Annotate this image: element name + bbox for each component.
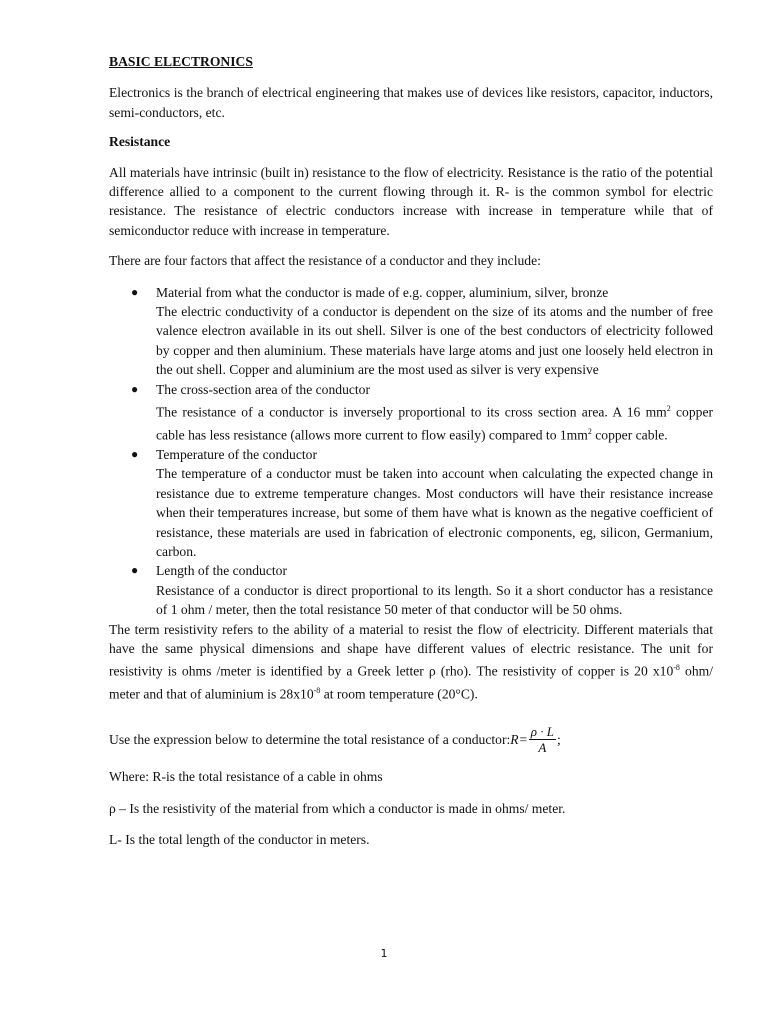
document-page bbox=[109, 52, 713, 850]
page-number: 1 bbox=[380, 947, 388, 960]
factor-title: Length of the conductor bbox=[156, 563, 287, 579]
resistivity-paragraph: The term resistivity refers to the ability of a material to resist the flow of electricity. Different materials that have the same physical dimensions and shape have different values of electric resistance. The unit for resistivity is ohms /meter is identified by a Greek letter ρ (rho). The resistivity of copper is 20 $x10^{-8}$ ohm/ meter and that of aluminium is $28x10^{-8}$ at room temperature (20°C). bbox=[109, 621, 713, 702]
formula-intro: Use the expression below to determine the total resistance of a conductor: bbox=[109, 732, 511, 748]
factor-title: The cross-section area of the conductor bbox=[156, 381, 371, 397]
intro-paragraph: Electronics is the branch of electrical engineering that makes use of devices like resistors, capacitor, inductors, semi-conductors, etc. bbox=[109, 85, 713, 120]
definition-r: Where: R-is the total resistance of a cable in ohms bbox=[109, 769, 383, 785]
formula-tail: ; bbox=[556, 732, 561, 748]
factor-description: The temperature of a conductor must be taken into account when calculating the expected change in resistance due to extreme temperature changes. Most conductors will have their resistance increase when their temperatures increase, but some of them have what is known as the negative coefficient of resistance, these materials are used in fabrication of electronic components, eg, silicon, Germanium, carbon. bbox=[156, 466, 713, 559]
bullet-icon: ● bbox=[131, 446, 139, 461]
factor-description: Resistance of a conductor is direct proportional to its length. So it a short conductor has a resistance of 1 ohm / meter, then the total resistance 50 meter of that conductor will be 50 ohms. bbox=[156, 582, 713, 618]
factors-intro: There are four factors that affect the resistance of a conductor and they include: bbox=[109, 253, 541, 269]
factors-list bbox=[109, 283, 713, 620]
bullet-icon: ● bbox=[131, 381, 139, 396]
factor-description: The resistance of a conductor is inversely proportional to its cross section area. A 16 $mm^2$ copper cable has less resistance (allows more current to flow easily) compared to $1mm^2$ copper cable. bbox=[156, 404, 714, 443]
formula-fraction bbox=[529, 724, 556, 755]
formula-line bbox=[109, 724, 713, 755]
factor-title: Temperature of the conductor bbox=[156, 446, 317, 462]
factor-description: The electric conductivity of a conductor is dependent on the size of its atoms and the number of free valence electron available in its out shell. Silver is one of the best conductors of electricity followed by copper and then aluminium. These materials have large atoms and just one loosely held electron in the out shell. Copper and aluminium are the most used as silver is very expensive bbox=[156, 304, 713, 378]
factor-item-length bbox=[109, 561, 713, 619]
factor-title: Material from what the conductor is made of e.g. copper, aluminium, silver, bronze bbox=[156, 284, 609, 300]
factor-item-material bbox=[109, 283, 713, 380]
formula-numerator: ρ · L bbox=[530, 724, 554, 740]
definition-rho: ρ – Is the resistivity of the material from which a conductor is made in ohms/ meter. bbox=[109, 800, 566, 816]
factor-item-temperature bbox=[109, 445, 713, 561]
resistance-paragraph: All materials have intrinsic (built in) resistance to the flow of electricity. Resistance is the ratio of the potential difference allied to a component to the current flowing through it. R- is the common symbol for electric resistance. The resistance of electric conductors increase with increase in temperature while that of semiconductor reduce with increase in temperature. bbox=[109, 164, 713, 238]
formula-lhs: R= bbox=[510, 732, 528, 748]
resistance-heading: Resistance bbox=[109, 134, 171, 150]
definition-l: L- Is the total length of the conductor in meters. bbox=[109, 832, 370, 848]
formula-denominator: A bbox=[538, 740, 547, 756]
document-title: BASIC ELECTRONICS bbox=[109, 54, 253, 69]
bullet-icon: ● bbox=[131, 284, 139, 299]
bullet-icon: ● bbox=[131, 563, 139, 578]
factor-item-cross-section bbox=[109, 380, 713, 445]
